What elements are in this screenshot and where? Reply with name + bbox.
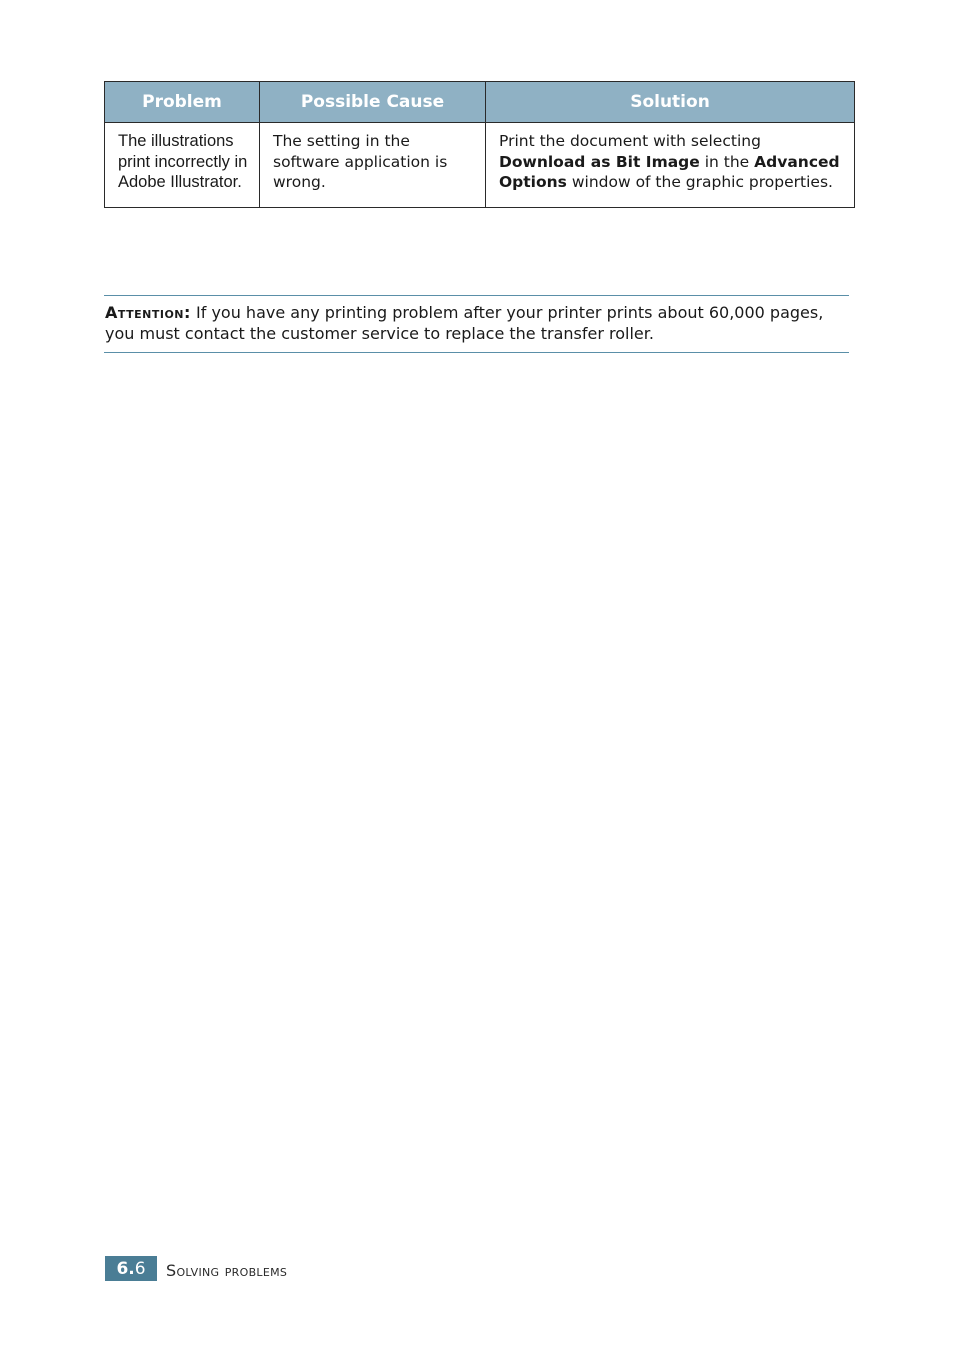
page-footer [105, 1256, 287, 1281]
cell-problem: The illustrations print incorrectly in Adobe Illustrator. [105, 123, 260, 208]
header-problem: Problem [105, 82, 260, 123]
solution-bold-download-as-bit-image: Download as Bit Image [499, 152, 700, 171]
cell-possible-cause: The setting in the software application is wrong. [260, 123, 486, 208]
troubleshooting-table [104, 81, 855, 208]
footer-section-title: Solving problems [166, 1260, 288, 1280]
solution-text-2: in the [699, 152, 755, 171]
header-possible-cause: Possible Cause [260, 82, 486, 123]
solution-text-1: Print the document with selecting [499, 132, 761, 150]
solution-text-3: window of the graphic properties. [566, 173, 833, 191]
chapter-number: 6. [116, 1258, 135, 1279]
header-solution: Solution [486, 82, 855, 123]
table-row [105, 123, 855, 208]
page-number: 6 [134, 1258, 146, 1279]
attention-text: If you have any printing problem after your printer prints about 60,000 pages, you must contact the customer service to replace the transfer roller. [105, 303, 824, 343]
attention-label: Attention: [105, 303, 191, 322]
attention-note [104, 295, 849, 353]
page-number-badge [105, 1256, 157, 1281]
solution-bold-advanced-options: Advanced Options [499, 152, 840, 191]
table-header-row [105, 82, 855, 123]
cell-solution [486, 123, 855, 208]
